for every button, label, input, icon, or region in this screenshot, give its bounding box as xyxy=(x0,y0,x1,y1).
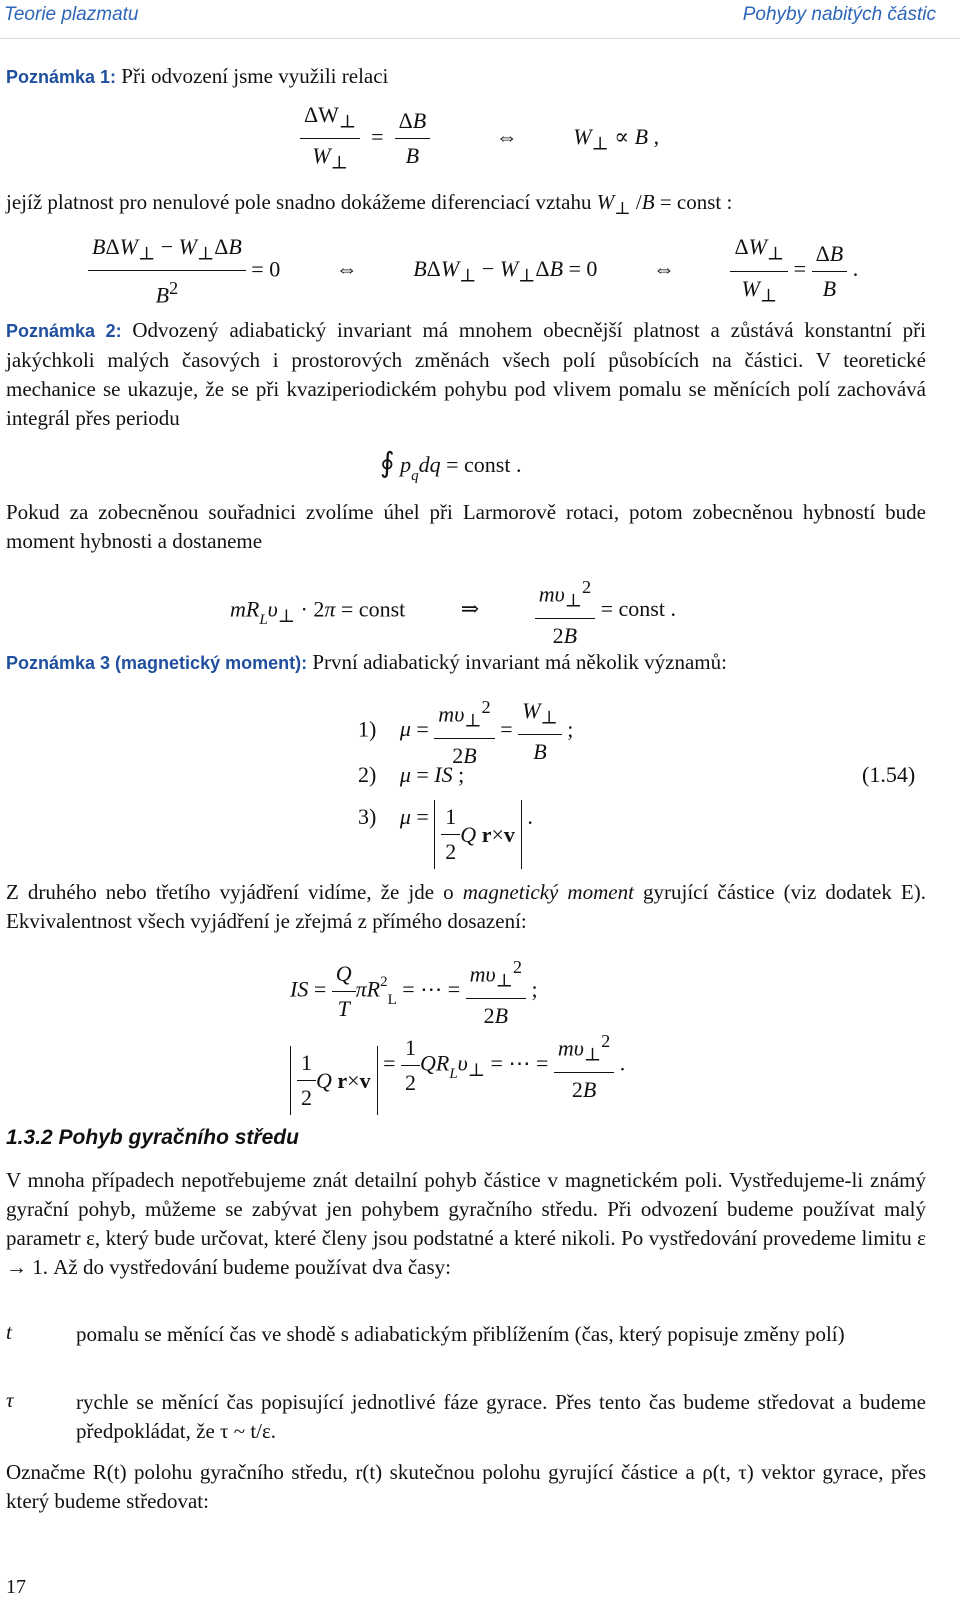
item-3-number: 3) xyxy=(358,804,377,829)
equation-qrv-substitution: $\frac{1}{2}$ Q r × v = $\frac{1}{2}$ $QR_L\upsilon_\perp$ = ⋯ = $\frac{m\upsilon_\perp^2}{2B}$ . xyxy=(290,1024,625,1115)
note3-paragraph xyxy=(6,648,926,678)
equation-differentiation: $\frac{B\Delta W_\perp - W_\perp\Delta B}{B^2}$ = 0 ⇔ $B\Delta W_\perp - W_\perp\Delta B = 0$ ⇔ $\frac{\Delta W_\perp}{W_\perp}$ = $\frac{\Delta B}{B}$ . xyxy=(88,230,848,313)
note1-text2: jejíž platnost pro nenulové pole snadno dokážeme diferenciací vztahu xyxy=(6,190,592,214)
note1-label: Poznámka 1: xyxy=(6,67,117,87)
equation-is-substitution: IS = $\frac{Q}{T}$ $\pi R^2_L$ = ⋯ = $\frac{m\upsilon_\perp^2}{2B}$ ; xyxy=(290,950,538,1033)
header-title-right: Pohyby nabitých částic xyxy=(742,4,936,25)
list-item-t: pomalu se měnící čas ve shodě s adiabatickým přiblížením (čas, který popisuje změny polí) xyxy=(76,1322,845,1346)
note2-label: Poznámka 2: xyxy=(6,321,122,341)
section-paragraph-1: V mnoha případech nepotřebujeme znát detailní pohyb částice v magnetickém poli. Vystředujeme-li známý gyrační pohyb, můžeme se zabývat jen pohybem gyračního středu. Při odvození budeme používat malý parametr ε, který bude určovat, které členy jsou podstatné a které nikoli. Po vystředování provedeme limitu ε → 1. Až do vystředování budeme používat dva časy: xyxy=(6,1168,926,1279)
note1-continuation: jejíž platnost pro nenulové pole snadno dokážeme diferenciací vztahu $W_\perp$ /B = const : xyxy=(6,190,733,219)
section-heading: 1.3.2 Pohyb gyračního středu xyxy=(6,1126,299,1149)
note3-label: Poznámka 3 (magnetický moment): xyxy=(6,653,308,673)
header-divider xyxy=(0,38,960,39)
item-2-number: 2) xyxy=(358,762,377,787)
section-paragraph-2: Označme R(t) polohu gyračního středu, r(t) skutečnou polohu gyrující částice a ρ(t, τ) vektor gyrace, přes který budeme středovat: xyxy=(6,1460,926,1513)
equation-number: (1.54) xyxy=(862,762,916,787)
note3-text: První adiabatický invariant má několik významů: xyxy=(307,650,727,674)
header-title-left: Teorie plazmatu xyxy=(4,4,139,25)
equation-mu-2: 2) μ = IS ; xyxy=(358,762,465,787)
note2-text: Odvozený adiabatický invariant má mnohem obecnější platnost a zůstává konstantní při jakýchkoli malých časových i prostorových změnách všech polí působících na částici. V teoretické mechanice se ukazuje, že se při kvaziperiodickém pohybu pod vlivem pomalu se měnících polí zachovává integrál přes periodu xyxy=(6,318,926,430)
list-item-tau: rychle se měnící čas popisující jednotlivé fáze gyrace. Přes tento čas budeme středovat a budeme předpokládat, že τ ~ t/ε. xyxy=(76,1390,926,1443)
list-symbol-tau: τ xyxy=(6,1388,14,1412)
note2-continuation: Pokud za zobecněnou souřadnici zvolíme úhel při Larmorově rotaci, potom zobecněnou hybností bude moment hybnosti a dostaneme xyxy=(6,500,926,553)
item-1-number: 1) xyxy=(358,716,377,742)
equation-angular-momentum: $mR_L\upsilon_\perp \cdot 2\pi$ = const ⇒ $\frac{m\upsilon_\perp^2}{2B}$ = const . xyxy=(230,570,676,653)
equation-mu-1: 1) μ = $\frac{m\upsilon_\perp^2}{2B}$ = $\frac{W_\perp}{B}$ ; xyxy=(358,690,573,773)
list-symbol-t: t xyxy=(6,1320,12,1344)
equation-action-integral: ∮ $p_qdq$ = const . xyxy=(380,448,522,484)
note1-text: Při odvození jsme využili relaci xyxy=(116,64,389,88)
note3-continuation: Z druhého nebo třetího vyjádření vidíme, že jde o magnetický moment gyrující částice (viz dodatek E). Ekvivalentnost všech vyjádření je zřejmá z přímého dosazení: xyxy=(6,880,927,933)
page-number: 17 xyxy=(6,1576,26,1598)
equation-mu-3: 3) μ = $\frac{1}{2}$ Q r × v . xyxy=(358,800,533,869)
note2-paragraph xyxy=(6,316,926,433)
emphasis-magnetic-moment: magnetický moment xyxy=(462,880,634,904)
equation-ratio-relation: $\frac{\Delta W_\perp}{W_\perp}$ = $\frac{\Delta B}{B}$ ⇔ $W_\perp \propto B$ , xyxy=(300,98,659,180)
note1-paragraph xyxy=(6,62,926,92)
